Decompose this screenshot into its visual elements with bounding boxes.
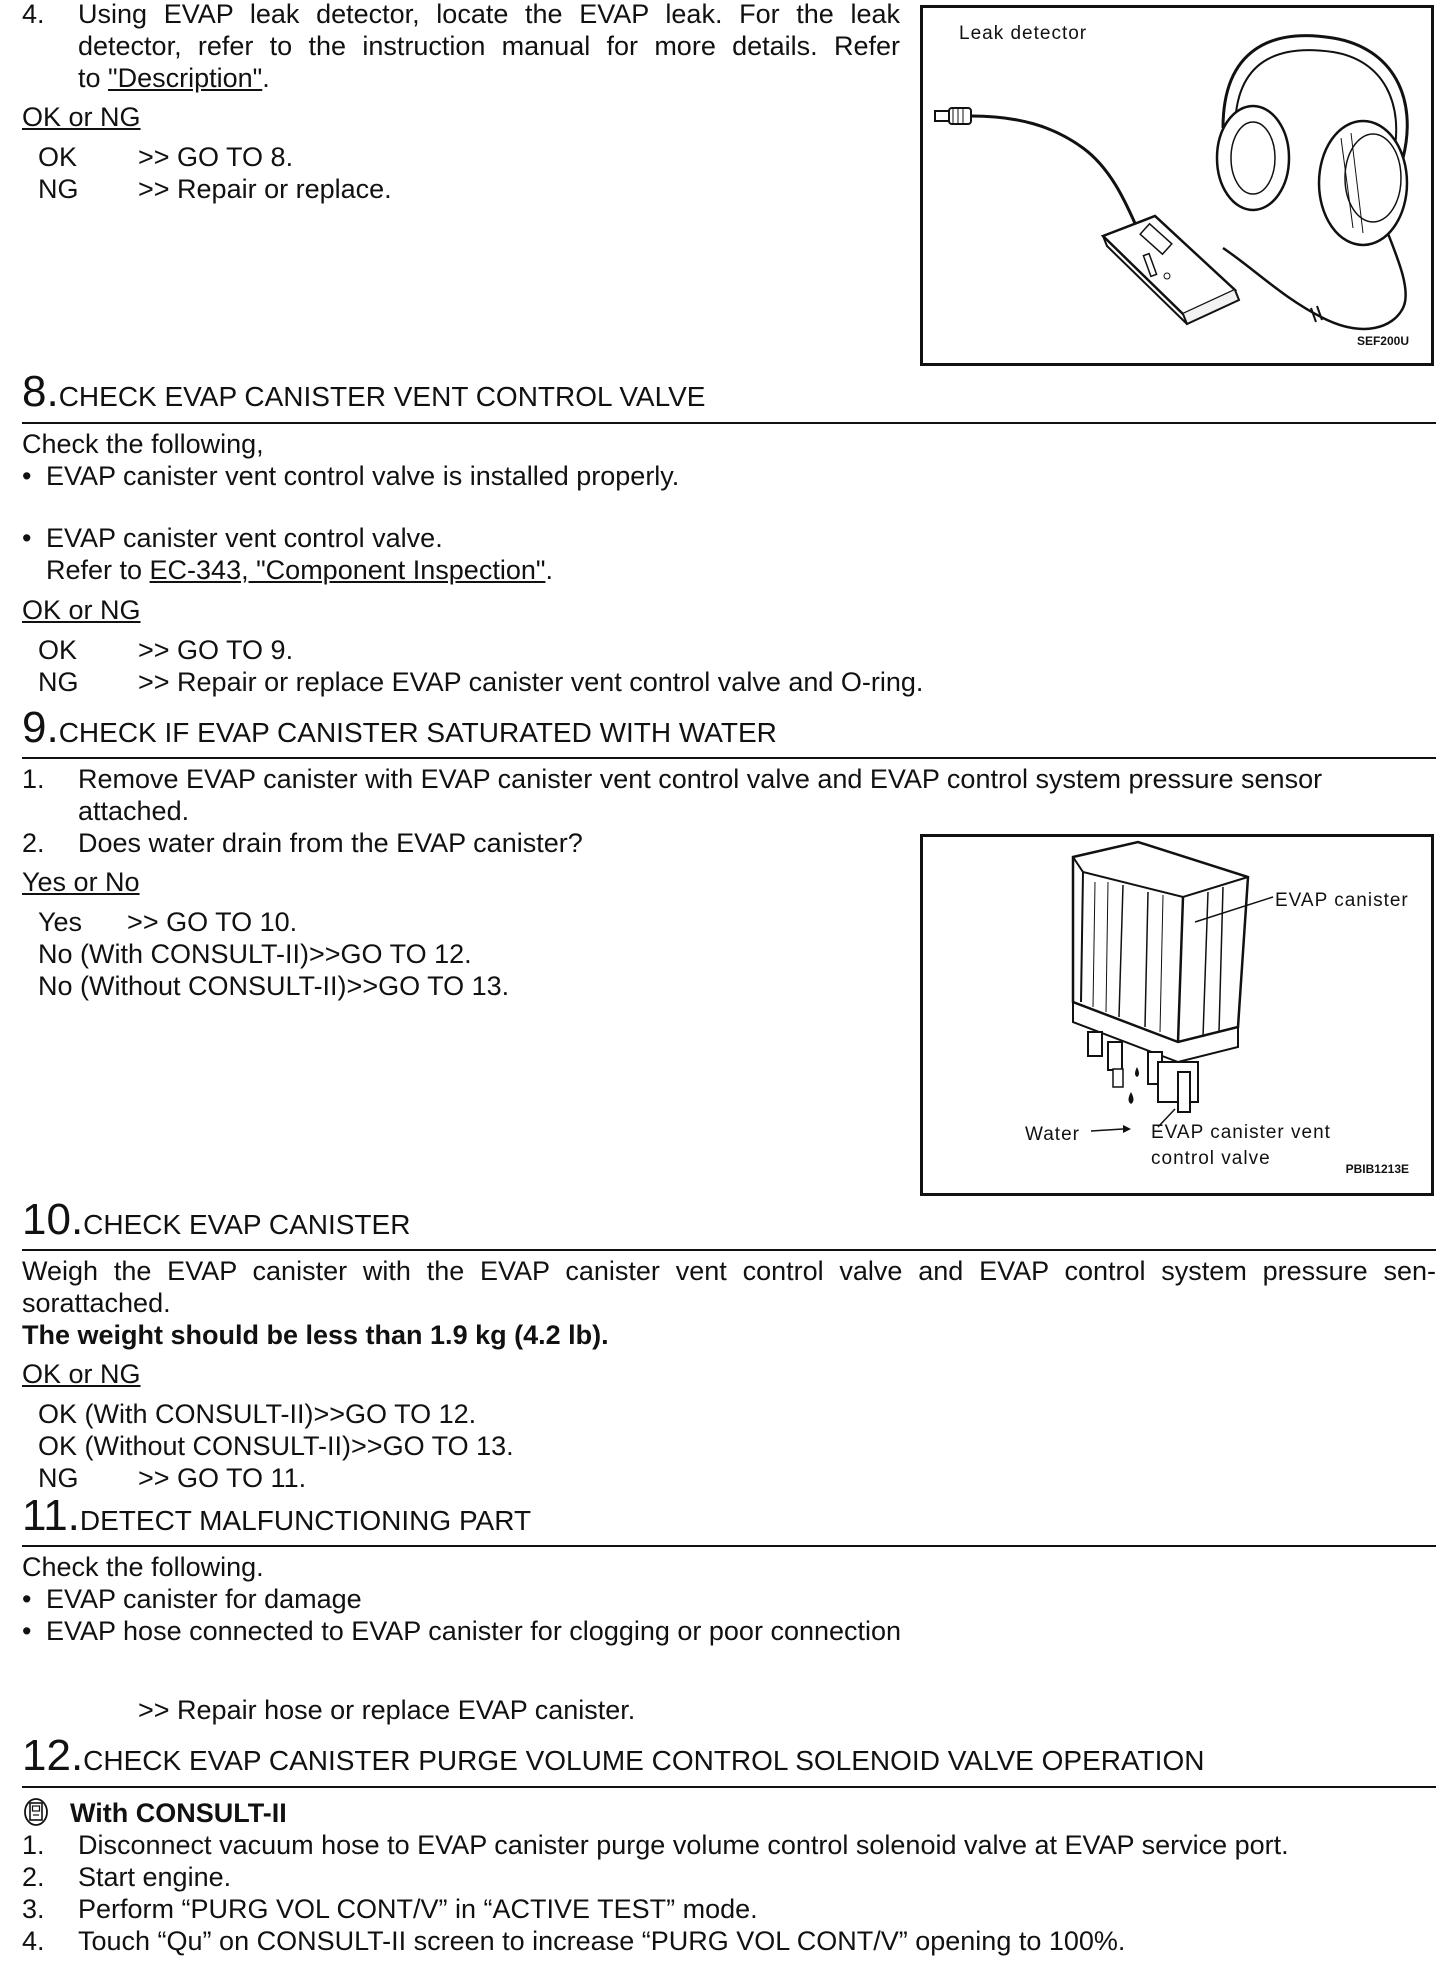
- step-text: Touch “Qu” on CONSULT-II screen to increase “PURG VOL CONT/V” opening to 100%.: [78, 1926, 1126, 1956]
- section-number: 12.: [22, 1731, 84, 1780]
- step-text: Disconnect vacuum hose to EVAP canister purge volume control solenoid valve at EVAP service port.: [78, 1830, 1289, 1860]
- section-number: 8.: [22, 367, 59, 416]
- result-label: Yes or No: [22, 867, 140, 897]
- evap-canister-figure: [920, 834, 1434, 1196]
- ng-action: >> Repair or replace.: [138, 174, 392, 204]
- step-text-suffix: .: [262, 63, 270, 93]
- step-number: 1.: [22, 764, 45, 794]
- section-title: CHECK EVAP CANISTER: [83, 1209, 411, 1240]
- ok-with-consult-result: OK (With CONSULT-II)>>GO TO 12.: [38, 1399, 477, 1429]
- section-divider: [22, 1786, 1436, 1788]
- ok-key: OK: [38, 635, 78, 665]
- section-number: 10.: [22, 1195, 84, 1244]
- figure-code: PBIB1213E: [1345, 1162, 1409, 1176]
- check-intro: Check the following,: [22, 429, 264, 459]
- step-number: 4.: [22, 0, 45, 29]
- result-label: OK or NG: [22, 595, 141, 625]
- figure-code: SEF200U: [1356, 334, 1409, 348]
- section-number: 11.: [22, 1491, 80, 1540]
- description-link[interactable]: "Description": [108, 63, 263, 93]
- ng-key: NG: [38, 174, 79, 204]
- ng-key: NG: [38, 1463, 79, 1493]
- consult-mode-label: With CONSULT-II: [70, 1798, 287, 1828]
- section-9-heading: [22, 703, 777, 752]
- ok-without-consult-result: OK (Without CONSULT-II)>>GO TO 13.: [38, 1431, 514, 1461]
- section-divider: [22, 422, 1436, 424]
- step-text-prefix: to: [78, 63, 109, 93]
- section-12-heading: [22, 1731, 1205, 1780]
- bullet-text: EVAP canister for damage: [46, 1584, 362, 1614]
- weight-spec: The weight should be less than 1.9 kg (4.2 lb).: [22, 1320, 609, 1350]
- vent-valve-label-line2: control valve: [1151, 1148, 1271, 1169]
- step-text: [78, 62, 270, 94]
- step-text: Start engine.: [78, 1862, 232, 1892]
- result-label: OK or NG: [22, 102, 141, 132]
- procedure-text: Weigh the EVAP canister with the EVAP canister vent control valve and EVAP control system pressure sen-: [22, 1256, 1436, 1286]
- step-number: 1.: [22, 1830, 45, 1860]
- leak-detector-figure: [920, 5, 1434, 366]
- section-divider: [22, 757, 1436, 759]
- step-text: Perform “PURG VOL CONT/V” in “ACTIVE TEST” mode.: [78, 1894, 758, 1924]
- step-number: 2.: [22, 1862, 45, 1892]
- ok-key: OK: [38, 142, 78, 172]
- section-title: CHECK EVAP CANISTER PURGE VOLUME CONTROL SOLENOID VALVE OPERATION: [83, 1745, 1205, 1776]
- bullet-text: EVAP hose connected to EVAP canister for clogging or poor connection: [46, 1616, 902, 1646]
- yes-result: Yes >> GO TO 10.: [38, 907, 298, 937]
- step-text: detector, refer to the instruction manual for more details. Refer: [78, 31, 900, 61]
- figure-label: Leak detector: [959, 23, 1088, 44]
- bullet-text: EVAP canister vent control valve is installed properly.: [46, 461, 680, 491]
- bullet-text: EVAP canister vent control valve.: [46, 523, 443, 553]
- section-number: 9.: [22, 703, 59, 752]
- consult-tool-icon: [22, 1797, 50, 1827]
- step-text: Remove EVAP canister with EVAP canister vent control valve and EVAP control system pressure sensor: [78, 764, 1323, 794]
- evap-canister-label: EVAP canister: [1275, 890, 1409, 911]
- result-label: OK or NG: [22, 1359, 141, 1389]
- section-title: CHECK EVAP CANISTER VENT CONTROL VALVE: [58, 381, 706, 412]
- ng-key: NG: [38, 667, 79, 697]
- section-8-heading: [22, 367, 706, 416]
- vent-valve-label-line1: EVAP canister vent: [1151, 1122, 1331, 1143]
- procedure-text: sorattached.: [22, 1288, 171, 1318]
- bullet-marker: •: [22, 1584, 32, 1614]
- section-divider: [22, 1249, 1436, 1251]
- section-11-heading: [22, 1491, 532, 1540]
- ng-action: >> GO TO 11.: [138, 1463, 307, 1493]
- step-number: 2.: [22, 828, 45, 858]
- repair-action: >> Repair hose or replace EVAP canister.: [138, 1695, 636, 1725]
- ng-action: >> Repair or replace EVAP canister vent control valve and O-ring.: [138, 667, 924, 697]
- step-text: attached.: [78, 796, 190, 826]
- bullet-marker: •: [22, 1616, 32, 1646]
- section-title: DETECT MALFUNCTIONING PART: [79, 1505, 532, 1536]
- refer-text: [46, 554, 553, 586]
- step-number: 4.: [22, 1926, 45, 1956]
- bullet-marker: •: [22, 461, 32, 491]
- refer-suffix: .: [545, 555, 553, 585]
- step-number: 3.: [22, 1894, 45, 1924]
- component-inspection-link[interactable]: EC-343, "Component Inspection": [149, 555, 546, 585]
- step-text: Does water drain from the EVAP canister?: [78, 828, 583, 858]
- no-without-consult-result: No (Without CONSULT-II)>>GO TO 13.: [38, 971, 510, 1001]
- no-with-consult-result: No (With CONSULT-II)>>GO TO 12.: [38, 939, 472, 969]
- bullet-marker: •: [22, 523, 32, 553]
- section-title: CHECK IF EVAP CANISTER SATURATED WITH WATER: [58, 717, 777, 748]
- refer-prefix: Refer to: [46, 555, 150, 585]
- water-label: Water: [1025, 1124, 1080, 1145]
- ok-action: >> GO TO 8.: [138, 142, 294, 172]
- section-divider: [22, 1545, 1436, 1547]
- check-intro: Check the following.: [22, 1552, 264, 1582]
- section-10-heading: [22, 1195, 411, 1244]
- leak-detector-illustration: [923, 8, 1431, 363]
- ok-action: >> GO TO 9.: [138, 635, 294, 665]
- step-text: Using EVAP leak detector, locate the EVAP leak. For the leak: [78, 0, 900, 29]
